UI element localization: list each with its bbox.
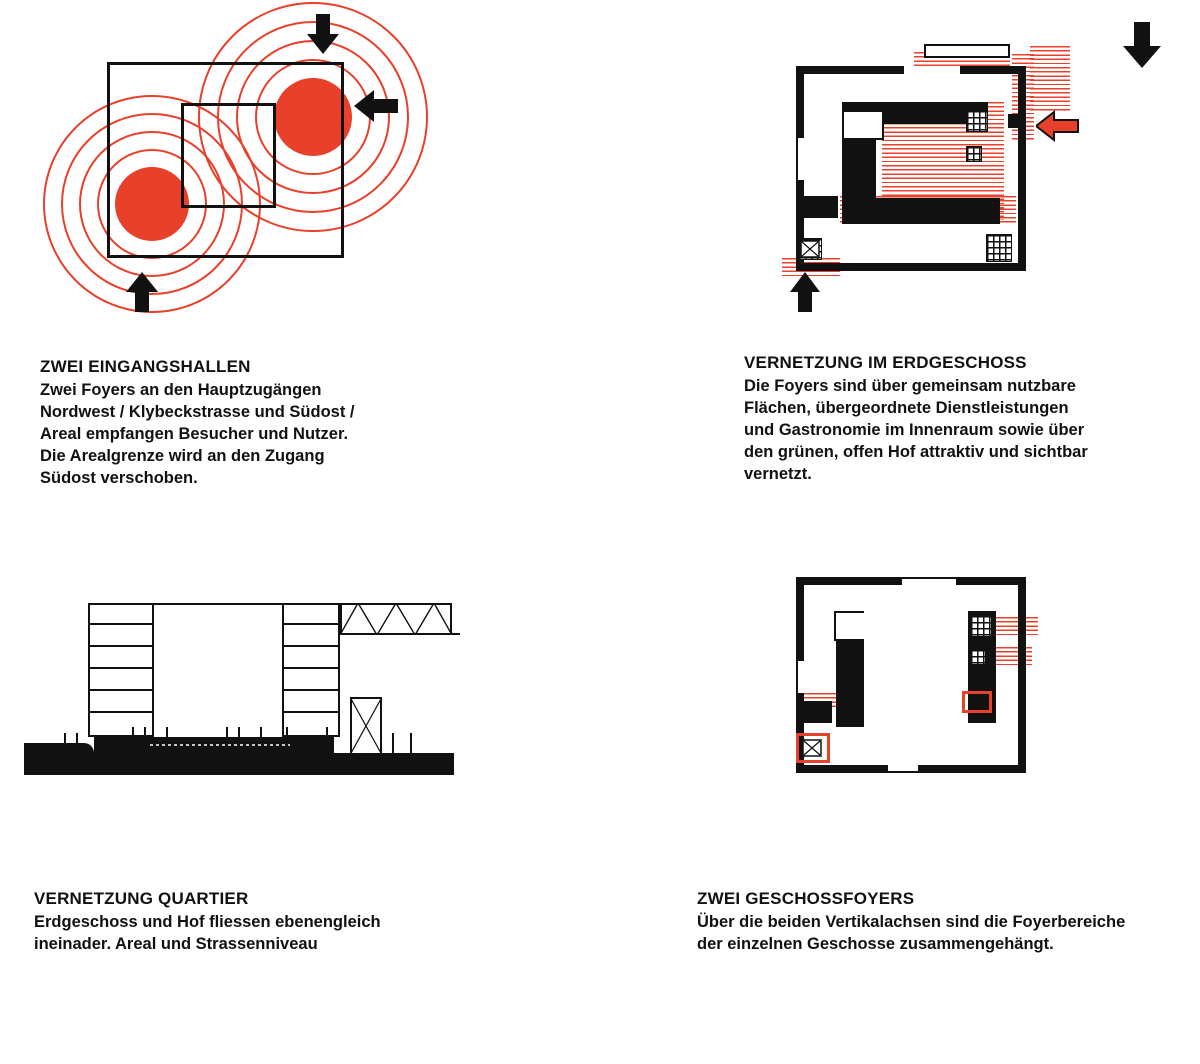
floor-line-left-5 xyxy=(88,711,154,713)
tick-12 xyxy=(326,727,328,753)
tick-1 xyxy=(64,733,66,753)
truss-extension-line xyxy=(452,633,460,635)
cross-marker-icon xyxy=(800,240,820,258)
caption-line: und Gastronomie im Innenraum sowie über xyxy=(744,420,1085,439)
floor-line-left-2 xyxy=(88,645,154,647)
vertical-axis-highlight-right xyxy=(962,691,992,713)
caption-line: vernetzt. xyxy=(744,464,812,483)
caption-line: ineinader. Areal und Strassenniveau xyxy=(34,934,318,953)
wall-top-left xyxy=(796,577,902,585)
stair-grid-mid-right xyxy=(970,649,986,665)
room-open-courtyard xyxy=(864,611,968,727)
service-block-lower-left xyxy=(802,701,832,723)
caption-line: Über die beiden Vertikalachsen sind die Foyerbereiche xyxy=(697,912,1126,931)
arrow-down-icon xyxy=(303,14,343,56)
floor-line-right-4 xyxy=(282,689,340,691)
caption-zwei-eingangshallen xyxy=(40,356,460,490)
wall-bottom-left xyxy=(796,765,888,773)
tick-6 xyxy=(226,727,228,753)
tick-7 xyxy=(238,727,240,753)
caption-line: Areal empfangen Besucher und Nutzer. xyxy=(40,424,349,443)
caption-body xyxy=(40,380,460,490)
tick-8 xyxy=(260,727,262,753)
tick-10 xyxy=(392,733,394,755)
arrow-left-icon xyxy=(1036,108,1082,144)
floor-line-right-1 xyxy=(282,623,340,625)
ground-mass xyxy=(24,753,454,775)
schnitt-quartier-diagram xyxy=(20,575,480,790)
caption-line: Zwei Foyers an den Hauptzugängen xyxy=(40,380,322,399)
stair-grid-lower-right xyxy=(986,234,1012,262)
tick-3 xyxy=(132,727,134,753)
arrow-left-tail-block xyxy=(1008,114,1026,128)
wall-top-right xyxy=(956,577,1026,585)
caption-line: Die Foyers sind über gemeinsam nutzbare xyxy=(744,376,1076,395)
hatch-field-upper-right xyxy=(1030,46,1070,112)
annex-diagonals xyxy=(350,697,382,755)
tick-4 xyxy=(144,727,146,753)
wall-left-upper xyxy=(796,577,804,661)
geschossfoyers-grundriss-diagram xyxy=(780,565,1100,795)
arrow-left-icon xyxy=(354,86,402,126)
service-block-lower-left xyxy=(804,196,838,218)
underground-dotted-line xyxy=(150,743,290,747)
cross-marker-icon xyxy=(802,739,822,757)
arrow-down-icon xyxy=(1120,22,1164,70)
erdgeschoss-grundriss-diagram xyxy=(780,10,1100,330)
caption-body xyxy=(34,912,504,956)
caption-zwei-geschossfoyers xyxy=(697,888,1197,956)
floor-line-right-3 xyxy=(282,667,340,669)
wall-bottom-right xyxy=(918,765,1026,773)
wall-right xyxy=(1018,66,1026,271)
ground-plinth-left xyxy=(24,743,94,755)
caption-title: ZWEI EINGANGSHALLEN xyxy=(40,357,251,376)
tick-11 xyxy=(410,733,412,755)
floor-line-right-2 xyxy=(282,645,340,647)
floor-line-right-5 xyxy=(282,711,340,713)
canopy-outline xyxy=(924,44,1010,58)
stair-grid-upper-right xyxy=(970,615,992,637)
roof-connector-line xyxy=(154,603,282,605)
floor-line-left-4 xyxy=(88,689,154,691)
wall-bottom xyxy=(796,263,1026,271)
wall-right xyxy=(1018,577,1026,773)
wall-top-right xyxy=(960,66,1026,74)
caption-line: Erdgeschoss und Hof fliessen ebenengleich xyxy=(34,912,381,931)
room-foyer-north xyxy=(842,110,884,140)
caption-body xyxy=(697,912,1197,956)
arrow-up-icon xyxy=(122,272,162,314)
caption-line: Flächen, übergeordnete Dienstleistungen xyxy=(744,398,1069,417)
core-block-bottom xyxy=(842,198,1000,224)
caption-line: den grünen, offen Hof attraktiv und sichtbar xyxy=(744,442,1088,461)
floor-line-left-3 xyxy=(88,667,154,669)
caption-title: ZWEI GESCHOSSFOYERS xyxy=(697,889,915,908)
caption-line: Die Arealgrenze wird an den Zugang xyxy=(40,446,325,465)
truss-diagonals xyxy=(340,603,452,635)
caption-line: Südost verschoben. xyxy=(40,468,198,487)
wall-left-upper xyxy=(796,66,804,138)
zwei-eingangshallen-diagram xyxy=(20,0,480,330)
caption-line: Nordwest / Klybeckstrasse und Südost / xyxy=(40,402,355,421)
wall-top-left xyxy=(796,66,904,74)
caption-body xyxy=(744,376,1174,486)
courtyard-outline xyxy=(181,103,276,208)
tick-2 xyxy=(76,733,78,753)
caption-title: VERNETZUNG QUARTIER xyxy=(34,889,249,908)
tick-5 xyxy=(166,727,168,753)
room-open-courtyard xyxy=(904,66,960,74)
stair-grid-mid-right xyxy=(966,146,982,162)
caption-vernetzung-erdgeschoss xyxy=(744,352,1174,486)
stair-grid-upper-right xyxy=(966,110,988,132)
arrow-up-icon xyxy=(786,272,824,314)
caption-vernetzung-quartier xyxy=(34,888,504,956)
caption-title: VERNETZUNG IM ERDGESCHOSS xyxy=(744,353,1027,372)
tick-9 xyxy=(286,727,288,753)
caption-line: der einzelnen Geschosse zusammengehängt. xyxy=(697,934,1054,953)
floor-line-left-1 xyxy=(88,623,154,625)
